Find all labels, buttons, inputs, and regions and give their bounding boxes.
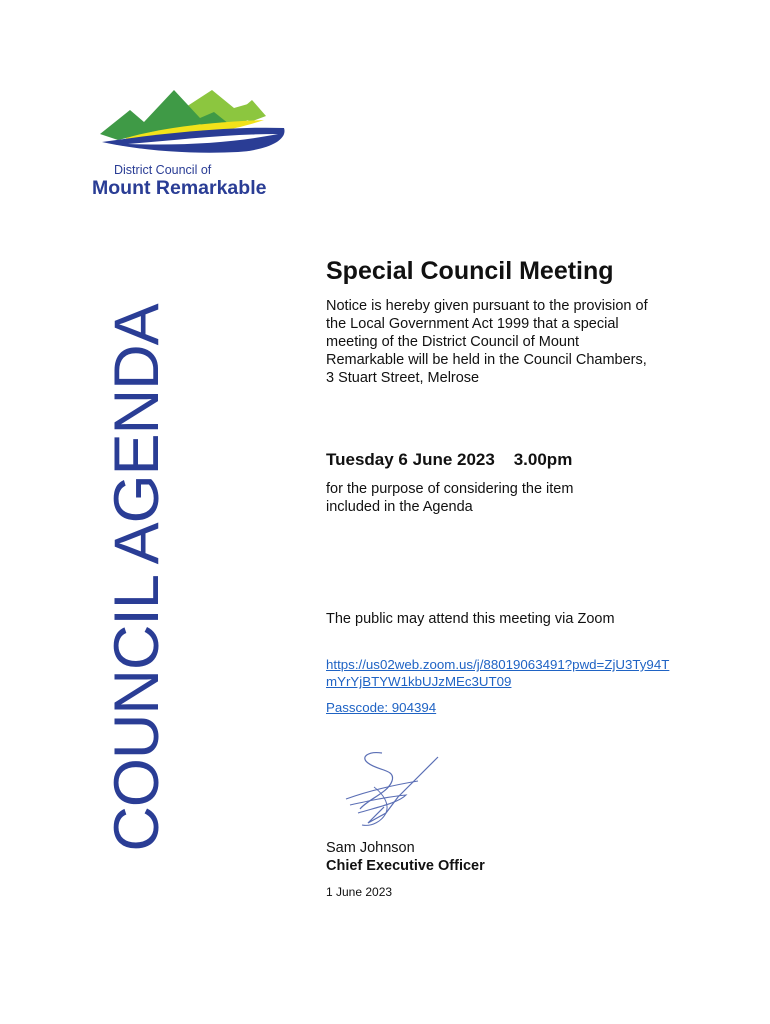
zoom-passcode-link[interactable]: Passcode: 904394 xyxy=(326,700,437,715)
page-title: Special Council Meeting xyxy=(326,257,614,285)
signature-image xyxy=(338,747,448,829)
meeting-datetime: Tuesday 6 June 2023 3.00pm xyxy=(326,450,573,469)
logo-line2: Mount Remarkable xyxy=(92,177,267,199)
public-attendance-note: The public may attend this meeting via Zoom xyxy=(326,611,615,627)
signer-name: Sam Johnson xyxy=(326,840,415,856)
council-logo xyxy=(88,82,300,200)
signer-role: Chief Executive Officer xyxy=(326,858,485,874)
document-date: 1 June 2023 xyxy=(326,885,393,899)
notice-paragraph: Notice is hereby given pursuant to the provision of the Local Government Act 1999 that a special meeting of the District Council of Mount Remarkable will be held in the Council Chambers, 3 Stuart Street, Melrose xyxy=(326,298,648,386)
zoom-meeting-link[interactable]: https://us02web.zoom.us/j/88019063491?pwd=ZjU3Ty94TmYrYjBTYW1kbUJzMEc3UT09 xyxy=(326,657,670,689)
logo-line1: District Council of xyxy=(114,163,212,177)
purpose-paragraph: for the purpose of considering the item included in the Agenda xyxy=(326,481,574,515)
council-agenda-vertical-title: COUNCIL AGENDA xyxy=(102,304,172,852)
notice-content xyxy=(326,254,706,900)
